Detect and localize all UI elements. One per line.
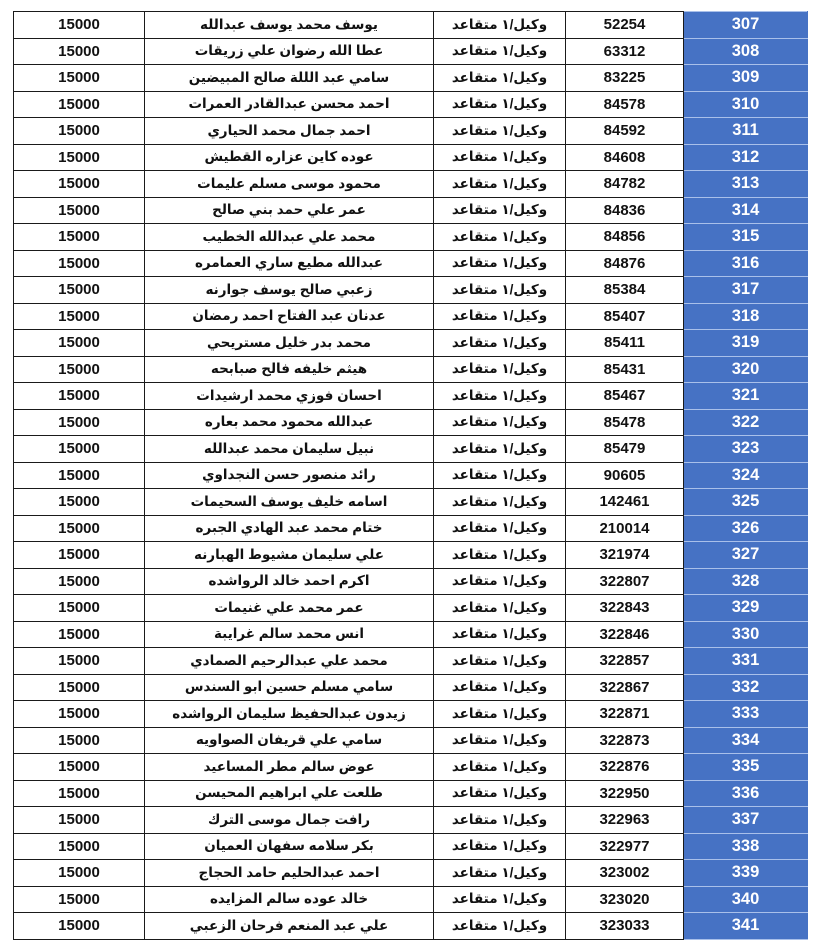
id-number-cell: 52254 xyxy=(566,12,684,39)
amount-cell: 15000 xyxy=(14,833,145,860)
table-row xyxy=(14,515,808,542)
rank-status-cell: وكيل/١ متقاعد xyxy=(434,383,566,410)
id-number-cell: 84782 xyxy=(566,171,684,198)
sequence-number-cell: 340 xyxy=(684,886,808,913)
id-number-cell: 322867 xyxy=(566,674,684,701)
rank-status-cell: وكيل/١ متقاعد xyxy=(434,913,566,940)
rank-status-cell: وكيل/١ متقاعد xyxy=(434,330,566,357)
sequence-number-cell: 326 xyxy=(684,515,808,542)
name-cell: احمد عبدالحليم حامد الحجاج xyxy=(145,860,434,887)
name-cell: عدنان عبد الفتاح احمد رمضان xyxy=(145,303,434,330)
sequence-number-cell: 323 xyxy=(684,436,808,463)
rank-status-cell: وكيل/١ متقاعد xyxy=(434,462,566,489)
table-row xyxy=(14,356,808,383)
rank-status-cell: وكيل/١ متقاعد xyxy=(434,701,566,728)
name-cell: زيدون عبدالحفيظ سليمان الرواشده xyxy=(145,701,434,728)
id-number-cell: 323002 xyxy=(566,860,684,887)
amount-cell: 15000 xyxy=(14,12,145,39)
id-number-cell: 321974 xyxy=(566,542,684,569)
table-row xyxy=(14,568,808,595)
table-row xyxy=(14,383,808,410)
id-number-cell: 85467 xyxy=(566,383,684,410)
sequence-number-cell: 312 xyxy=(684,144,808,171)
id-number-cell: 322807 xyxy=(566,568,684,595)
name-cell: رائد منصور حسن النجداوي xyxy=(145,462,434,489)
amount-cell: 15000 xyxy=(14,356,145,383)
amount-cell: 15000 xyxy=(14,144,145,171)
sequence-number-cell: 332 xyxy=(684,674,808,701)
amount-cell: 15000 xyxy=(14,515,145,542)
amount-cell: 15000 xyxy=(14,754,145,781)
name-cell: ختام محمد عبد الهادي الجبره xyxy=(145,515,434,542)
sequence-number-cell: 315 xyxy=(684,224,808,251)
rank-status-cell: وكيل/١ متقاعد xyxy=(434,144,566,171)
name-cell: عوض سالم مطر المساعيد xyxy=(145,754,434,781)
amount-cell: 15000 xyxy=(14,727,145,754)
sequence-number-cell: 307 xyxy=(684,12,808,39)
table-row xyxy=(14,886,808,913)
amount-cell: 15000 xyxy=(14,621,145,648)
id-number-cell: 85384 xyxy=(566,277,684,304)
id-number-cell: 322857 xyxy=(566,648,684,675)
sequence-number-cell: 336 xyxy=(684,780,808,807)
table-row xyxy=(14,860,808,887)
table-row xyxy=(14,197,808,224)
amount-cell: 15000 xyxy=(14,171,145,198)
sequence-number-cell: 327 xyxy=(684,542,808,569)
name-cell: زعبي صالح يوسف جوارنه xyxy=(145,277,434,304)
sequence-number-cell: 319 xyxy=(684,330,808,357)
rank-status-cell: وكيل/١ متقاعد xyxy=(434,833,566,860)
amount-cell: 15000 xyxy=(14,860,145,887)
rank-status-cell: وكيل/١ متقاعد xyxy=(434,197,566,224)
rank-status-cell: وكيل/١ متقاعد xyxy=(434,886,566,913)
amount-cell: 15000 xyxy=(14,91,145,118)
retirees-table xyxy=(13,11,808,940)
name-cell: عبدالله مطيع ساري العمامره xyxy=(145,250,434,277)
amount-cell: 15000 xyxy=(14,595,145,622)
id-number-cell: 85431 xyxy=(566,356,684,383)
rank-status-cell: وكيل/١ متقاعد xyxy=(434,250,566,277)
rank-status-cell: وكيل/١ متقاعد xyxy=(434,303,566,330)
sequence-number-cell: 311 xyxy=(684,118,808,145)
sequence-number-cell: 334 xyxy=(684,727,808,754)
table-row xyxy=(14,727,808,754)
id-number-cell: 322950 xyxy=(566,780,684,807)
table-row xyxy=(14,38,808,65)
amount-cell: 15000 xyxy=(14,780,145,807)
id-number-cell: 322977 xyxy=(566,833,684,860)
amount-cell: 15000 xyxy=(14,674,145,701)
sequence-number-cell: 337 xyxy=(684,807,808,834)
sequence-number-cell: 309 xyxy=(684,65,808,92)
table-row xyxy=(14,701,808,728)
sequence-number-cell: 321 xyxy=(684,383,808,410)
name-cell: اكرم احمد خالد الرواشده xyxy=(145,568,434,595)
sequence-number-cell: 329 xyxy=(684,595,808,622)
table-row xyxy=(14,171,808,198)
table-row xyxy=(14,542,808,569)
sequence-number-cell: 338 xyxy=(684,833,808,860)
id-number-cell: 85411 xyxy=(566,330,684,357)
name-cell: علي سليمان مشيوط الهبارنه xyxy=(145,542,434,569)
name-cell: انس محمد سالم غرايبة xyxy=(145,621,434,648)
sequence-number-cell: 341 xyxy=(684,913,808,940)
rank-status-cell: وكيل/١ متقاعد xyxy=(434,277,566,304)
amount-cell: 15000 xyxy=(14,224,145,251)
table-row xyxy=(14,462,808,489)
sequence-number-cell: 324 xyxy=(684,462,808,489)
table-row xyxy=(14,12,808,39)
rank-status-cell: وكيل/١ متقاعد xyxy=(434,621,566,648)
id-number-cell: 85478 xyxy=(566,409,684,436)
id-number-cell: 322876 xyxy=(566,754,684,781)
sequence-number-cell: 314 xyxy=(684,197,808,224)
name-cell: عمر علي حمد بني صالح xyxy=(145,197,434,224)
sequence-number-cell: 317 xyxy=(684,277,808,304)
name-cell: سامي عبد الللة صالح المبيضين xyxy=(145,65,434,92)
id-number-cell: 84836 xyxy=(566,197,684,224)
id-number-cell: 83225 xyxy=(566,65,684,92)
amount-cell: 15000 xyxy=(14,436,145,463)
table-row xyxy=(14,144,808,171)
amount-cell: 15000 xyxy=(14,701,145,728)
name-cell: محمود موسى مسلم عليمات xyxy=(145,171,434,198)
rank-status-cell: وكيل/١ متقاعد xyxy=(434,38,566,65)
rank-status-cell: وكيل/١ متقاعد xyxy=(434,860,566,887)
sequence-number-cell: 335 xyxy=(684,754,808,781)
table-row xyxy=(14,833,808,860)
name-cell: عطا الله رضوان علي زريقات xyxy=(145,38,434,65)
id-number-cell: 90605 xyxy=(566,462,684,489)
rank-status-cell: وكيل/١ متقاعد xyxy=(434,224,566,251)
id-number-cell: 85479 xyxy=(566,436,684,463)
rank-status-cell: وكيل/١ متقاعد xyxy=(434,409,566,436)
id-number-cell: 323033 xyxy=(566,913,684,940)
amount-cell: 15000 xyxy=(14,330,145,357)
table-row xyxy=(14,250,808,277)
amount-cell: 15000 xyxy=(14,250,145,277)
name-cell: سامي مسلم حسين ابو السندس xyxy=(145,674,434,701)
amount-cell: 15000 xyxy=(14,383,145,410)
table-row xyxy=(14,780,808,807)
amount-cell: 15000 xyxy=(14,807,145,834)
sequence-number-cell: 325 xyxy=(684,489,808,516)
amount-cell: 15000 xyxy=(14,568,145,595)
name-cell: احمد جمال محمد الحياري xyxy=(145,118,434,145)
sequence-number-cell: 310 xyxy=(684,91,808,118)
name-cell: بكر سلامه سفهان العميان xyxy=(145,833,434,860)
table-row xyxy=(14,674,808,701)
name-cell: علي عبد المنعم فرحان الزعبي xyxy=(145,913,434,940)
name-cell: احسان فوزي محمد ارشيدات xyxy=(145,383,434,410)
amount-cell: 15000 xyxy=(14,648,145,675)
rank-status-cell: وكيل/١ متقاعد xyxy=(434,674,566,701)
id-number-cell: 322963 xyxy=(566,807,684,834)
table-row xyxy=(14,595,808,622)
rank-status-cell: وكيل/١ متقاعد xyxy=(434,807,566,834)
id-number-cell: 84856 xyxy=(566,224,684,251)
rank-status-cell: وكيل/١ متقاعد xyxy=(434,542,566,569)
id-number-cell: 85407 xyxy=(566,303,684,330)
id-number-cell: 84876 xyxy=(566,250,684,277)
table-row xyxy=(14,807,808,834)
name-cell: سامي علي قريفان الصواويه xyxy=(145,727,434,754)
sequence-number-cell: 333 xyxy=(684,701,808,728)
name-cell: عمر محمد علي غنيمات xyxy=(145,595,434,622)
amount-cell: 15000 xyxy=(14,277,145,304)
table-row xyxy=(14,118,808,145)
name-cell: خالد عوده سالم المزايده xyxy=(145,886,434,913)
table-row xyxy=(14,648,808,675)
amount-cell: 15000 xyxy=(14,409,145,436)
rank-status-cell: وكيل/١ متقاعد xyxy=(434,515,566,542)
sequence-number-cell: 339 xyxy=(684,860,808,887)
amount-cell: 15000 xyxy=(14,542,145,569)
table-row xyxy=(14,65,808,92)
sequence-number-cell: 330 xyxy=(684,621,808,648)
rank-status-cell: وكيل/١ متقاعد xyxy=(434,12,566,39)
name-cell: محمد علي عبدالله الخطيب xyxy=(145,224,434,251)
table-row xyxy=(14,409,808,436)
amount-cell: 15000 xyxy=(14,38,145,65)
table-row xyxy=(14,621,808,648)
id-number-cell: 142461 xyxy=(566,489,684,516)
name-cell: هيثم خليفه فالح صبابحه xyxy=(145,356,434,383)
name-cell: احمد محسن عبدالقادر العمرات xyxy=(145,91,434,118)
rank-status-cell: وكيل/١ متقاعد xyxy=(434,595,566,622)
rank-status-cell: وكيل/١ متقاعد xyxy=(434,91,566,118)
amount-cell: 15000 xyxy=(14,913,145,940)
sequence-number-cell: 320 xyxy=(684,356,808,383)
rank-status-cell: وكيل/١ متقاعد xyxy=(434,489,566,516)
name-cell: عوده كاين عزاره القطيش xyxy=(145,144,434,171)
id-number-cell: 323020 xyxy=(566,886,684,913)
rank-status-cell: وكيل/١ متقاعد xyxy=(434,648,566,675)
table-row xyxy=(14,277,808,304)
name-cell: محمد بدر خليل مستريحي xyxy=(145,330,434,357)
rank-status-cell: وكيل/١ متقاعد xyxy=(434,727,566,754)
name-cell: نبيل سليمان محمد عبدالله xyxy=(145,436,434,463)
name-cell: عبدالله محمود محمد بعاره xyxy=(145,409,434,436)
id-number-cell: 84592 xyxy=(566,118,684,145)
id-number-cell: 322846 xyxy=(566,621,684,648)
table-row xyxy=(14,489,808,516)
rank-status-cell: وكيل/١ متقاعد xyxy=(434,65,566,92)
sequence-number-cell: 308 xyxy=(684,38,808,65)
id-number-cell: 322871 xyxy=(566,701,684,728)
table-row xyxy=(14,330,808,357)
id-number-cell: 84578 xyxy=(566,91,684,118)
sequence-number-cell: 331 xyxy=(684,648,808,675)
name-cell: طلعت علي ابراهيم المحيسن xyxy=(145,780,434,807)
sequence-number-cell: 313 xyxy=(684,171,808,198)
amount-cell: 15000 xyxy=(14,65,145,92)
rank-status-cell: وكيل/١ متقاعد xyxy=(434,118,566,145)
amount-cell: 15000 xyxy=(14,462,145,489)
amount-cell: 15000 xyxy=(14,118,145,145)
id-number-cell: 84608 xyxy=(566,144,684,171)
id-number-cell: 63312 xyxy=(566,38,684,65)
id-number-cell: 210014 xyxy=(566,515,684,542)
table-row xyxy=(14,224,808,251)
table-row xyxy=(14,91,808,118)
sequence-number-cell: 328 xyxy=(684,568,808,595)
id-number-cell: 322843 xyxy=(566,595,684,622)
table-row xyxy=(14,303,808,330)
rank-status-cell: وكيل/١ متقاعد xyxy=(434,780,566,807)
name-cell: رافت جمال موسى الترك xyxy=(145,807,434,834)
rank-status-cell: وكيل/١ متقاعد xyxy=(434,568,566,595)
table-row xyxy=(14,754,808,781)
table-row xyxy=(14,436,808,463)
rank-status-cell: وكيل/١ متقاعد xyxy=(434,436,566,463)
name-cell: محمد علي عبدالرحيم الصمادي xyxy=(145,648,434,675)
sequence-number-cell: 322 xyxy=(684,409,808,436)
rank-status-cell: وكيل/١ متقاعد xyxy=(434,171,566,198)
amount-cell: 15000 xyxy=(14,886,145,913)
sequence-number-cell: 318 xyxy=(684,303,808,330)
name-cell: يوسف محمد يوسف عبدالله xyxy=(145,12,434,39)
id-number-cell: 322873 xyxy=(566,727,684,754)
rank-status-cell: وكيل/١ متقاعد xyxy=(434,754,566,781)
amount-cell: 15000 xyxy=(14,303,145,330)
sequence-number-cell: 316 xyxy=(684,250,808,277)
table-row xyxy=(14,913,808,940)
amount-cell: 15000 xyxy=(14,489,145,516)
rank-status-cell: وكيل/١ متقاعد xyxy=(434,356,566,383)
table-body xyxy=(14,12,808,940)
name-cell: اسامه خليف يوسف السحيمات xyxy=(145,489,434,516)
amount-cell: 15000 xyxy=(14,197,145,224)
